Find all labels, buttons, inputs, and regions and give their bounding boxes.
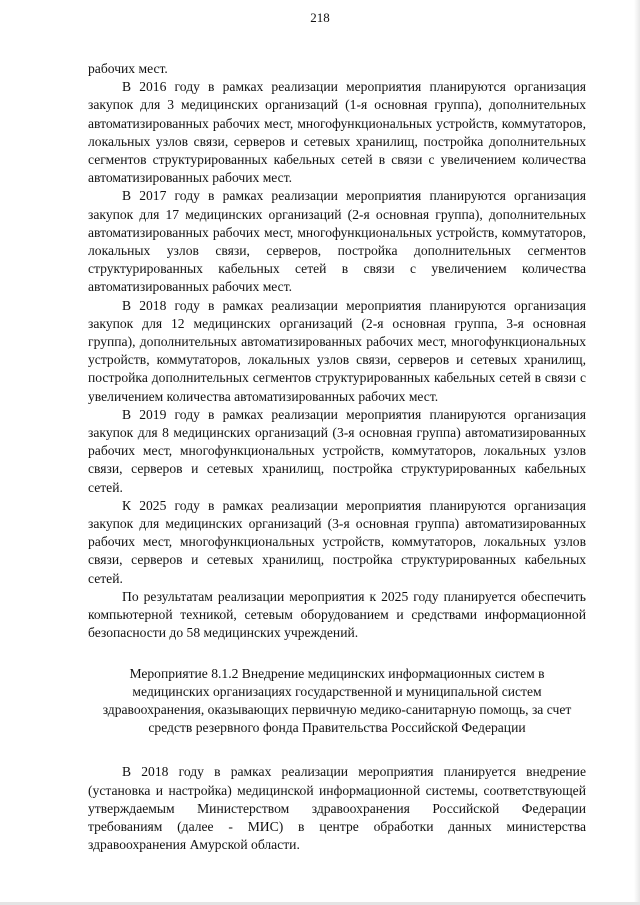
- paragraph-2018: В 2018 году в рамках реализации мероприятия планируются организация закупок для 12 медицинских организаций (2-я основная группа, 3-я основная группа), дополнительных автоматизированных рабочих мест, многофункциональных устройств, коммутаторов, локальных узлов связи, серверов и сетевых хранилищ, постройка дополнительных сегментов структурированных кабельных сетей в связи с увеличением количества автоматизированных рабочих мест.: [88, 297, 586, 404]
- scan-edge: [634, 0, 640, 905]
- paragraph-continuation: рабочих мест.: [88, 61, 168, 76]
- paragraph-2019: В 2019 году в рамках реализации мероприятия планируются организация закупок для 8 медицинских организаций (3-я основная группа) автоматизированных рабочих мест, многофункциональных устройств, коммутаторов, локальных узлов связи, серверов и сетевых хранилищ, постройка структурированных кабельных сетей.: [88, 406, 586, 495]
- paragraph-mis-2018: В 2018 году в рамках реализации мероприятия планируется внедрение (установка и настройка) медицинской информационной системы, соответствующей утверждаемым Министерством здравоохранения Российской Федерации требованиям (далее - МИС) в центре обработки данных министерства здравоохранения Амурской области.: [88, 764, 586, 853]
- paragraph-2016: В 2016 году в рамках реализации мероприятия планируются организация закупок для 3 медицинских организаций (1-я основная группа), дополнительных автоматизированных рабочих мест, многофункциональных устройств, коммутаторов, локальных узлов связи, серверов и сетевых хранилищ, постройка дополнительных сегментов структурированных кабельных сетей в связи с увеличением количества автоматизированных рабочих мест.: [88, 79, 586, 186]
- spacer: [88, 737, 586, 763]
- paragraph-2017: В 2017 году в рамках реализации мероприятия планируются организация закупок для 17 медицинских организаций (2-я основная группа), дополнительных автоматизированных рабочих мест, многофункциональных устройств, коммутаторов, локальных узлов связи, серверов, постройка дополнительных сегментов структурированных кабельных сетей в связи с увеличением количества автоматизированных рабочих мест.: [88, 188, 586, 295]
- paragraph-results: По результатам реализации мероприятия к 2025 году планируется обеспечить компьютерной техникой, сетевым оборудованием и средствами информационной безопасности до 58 медицинских учреждений.: [88, 588, 586, 641]
- document-body: [88, 60, 586, 854]
- page-number: 218: [310, 10, 330, 25]
- section-heading: Мероприятие 8.1.2 Внедрение медицинских информационных систем в медицинских организациях государственной и муниципальной систем здравоохранения, оказывающих первичную медико-санитарную помощь, за счет средств резервного фонда Правительства Российской Федерации: [102, 665, 572, 736]
- paragraph-2025: К 2025 году в рамках реализации мероприятия планируются организация закупок для медицинских организаций (3-я основная группа) автоматизированных рабочих мест, многофункциональных устройств, коммутаторов, локальных узлов связи, серверов и сетевых хранилищ, постройка структурированных кабельных сетей.: [88, 497, 586, 586]
